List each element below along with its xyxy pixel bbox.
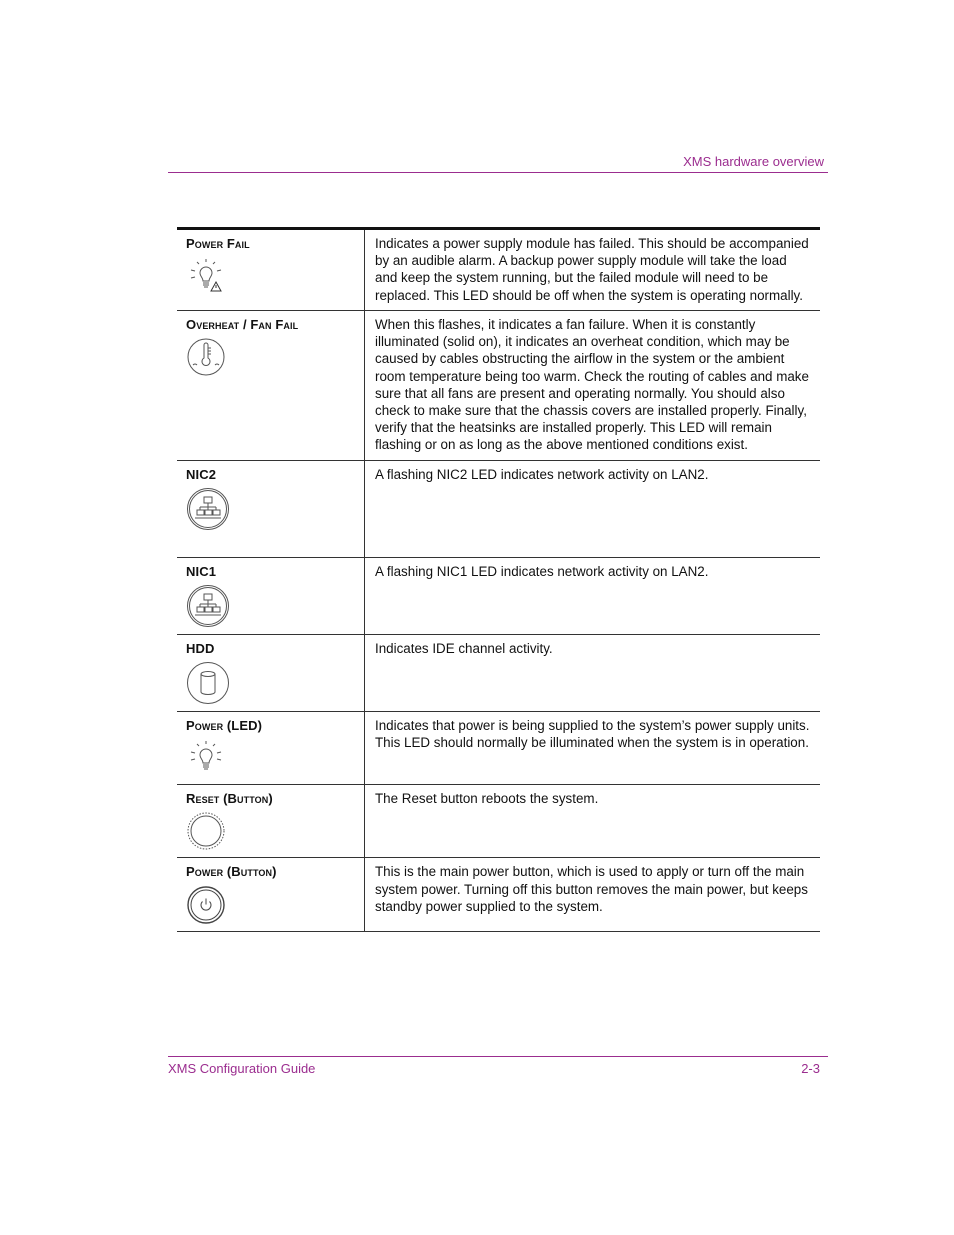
led-indicator-table <box>177 227 820 932</box>
thermometer-icon <box>186 337 356 377</box>
network-icon <box>186 584 356 628</box>
row-description: Indicates a power supply module has failed. This should be accompanied by an audible alarm. A backup power supply module will take the load and keep the system running, but the failed module will need to be replaced. This LED should be off when the system is operating normally. <box>365 229 821 311</box>
row-label-power-led: Power (LED) <box>186 718 263 734</box>
row-label-nic2: NIC2 <box>186 466 217 482</box>
power-button-icon <box>186 885 356 925</box>
row-label-power-fail: Power Fail <box>186 236 250 251</box>
row-description: The Reset button reboots the system. <box>365 785 821 858</box>
reset-button-icon <box>186 811 356 851</box>
table-row <box>177 712 820 785</box>
row-description: This is the main power button, which is used to apply or turn off the main system power. Turning off this button removes the main power, but keeps standby power supplied to the system. <box>365 858 821 931</box>
row-label-nic1: NIC1 <box>186 563 217 579</box>
table-row <box>177 634 820 711</box>
table-row <box>177 311 820 461</box>
running-header <box>168 154 828 173</box>
page-number: 2-3 <box>801 1061 820 1076</box>
guide-title: XMS Configuration Guide <box>168 1061 316 1076</box>
row-description: A flashing NIC1 LED indicates network activity on LAN2. <box>365 557 821 634</box>
table-row <box>177 858 820 931</box>
section-title: XMS hardware overview <box>683 154 824 169</box>
network-icon <box>186 487 356 531</box>
row-label-overheat-fan-fail: Overheat / Fan Fail <box>186 317 299 332</box>
row-label-hdd: HDD <box>186 640 215 656</box>
lightbulb-icon <box>186 738 356 778</box>
row-label-reset-button: Reset (Button) <box>186 791 273 807</box>
table-row <box>177 557 820 634</box>
table-row <box>177 460 820 557</box>
page-footer <box>168 1056 828 1076</box>
table-row <box>177 229 820 311</box>
hard-drive-icon <box>186 661 356 705</box>
row-label-power-button: Power (Button) <box>186 864 277 880</box>
row-description: When this flashes, it indicates a fan failure. When it is constantly illuminated (solid on), it indicates an overheat condition, which may be caused by cables obstructing the airflow in the system or the ambient room temperature being too warm. Check the routing of cables and make sure that all fans are present and operating normally. You should also check to make sure that the chassis covers are installed properly. Finally, verify that the heatsinks are installed properly. This LED will remain flashing or on as long as the above mentioned conditions exist. <box>365 311 821 461</box>
row-description: Indicates IDE channel activity. <box>365 634 821 711</box>
row-description: A flashing NIC2 LED indicates network activity on LAN2. <box>365 460 821 557</box>
row-description: Indicates that power is being supplied to the system’s power supply units. This LED should normally be illuminated when the system is in operation. <box>365 712 821 785</box>
lightbulb-warning-icon <box>186 256 356 296</box>
table-row <box>177 785 820 858</box>
